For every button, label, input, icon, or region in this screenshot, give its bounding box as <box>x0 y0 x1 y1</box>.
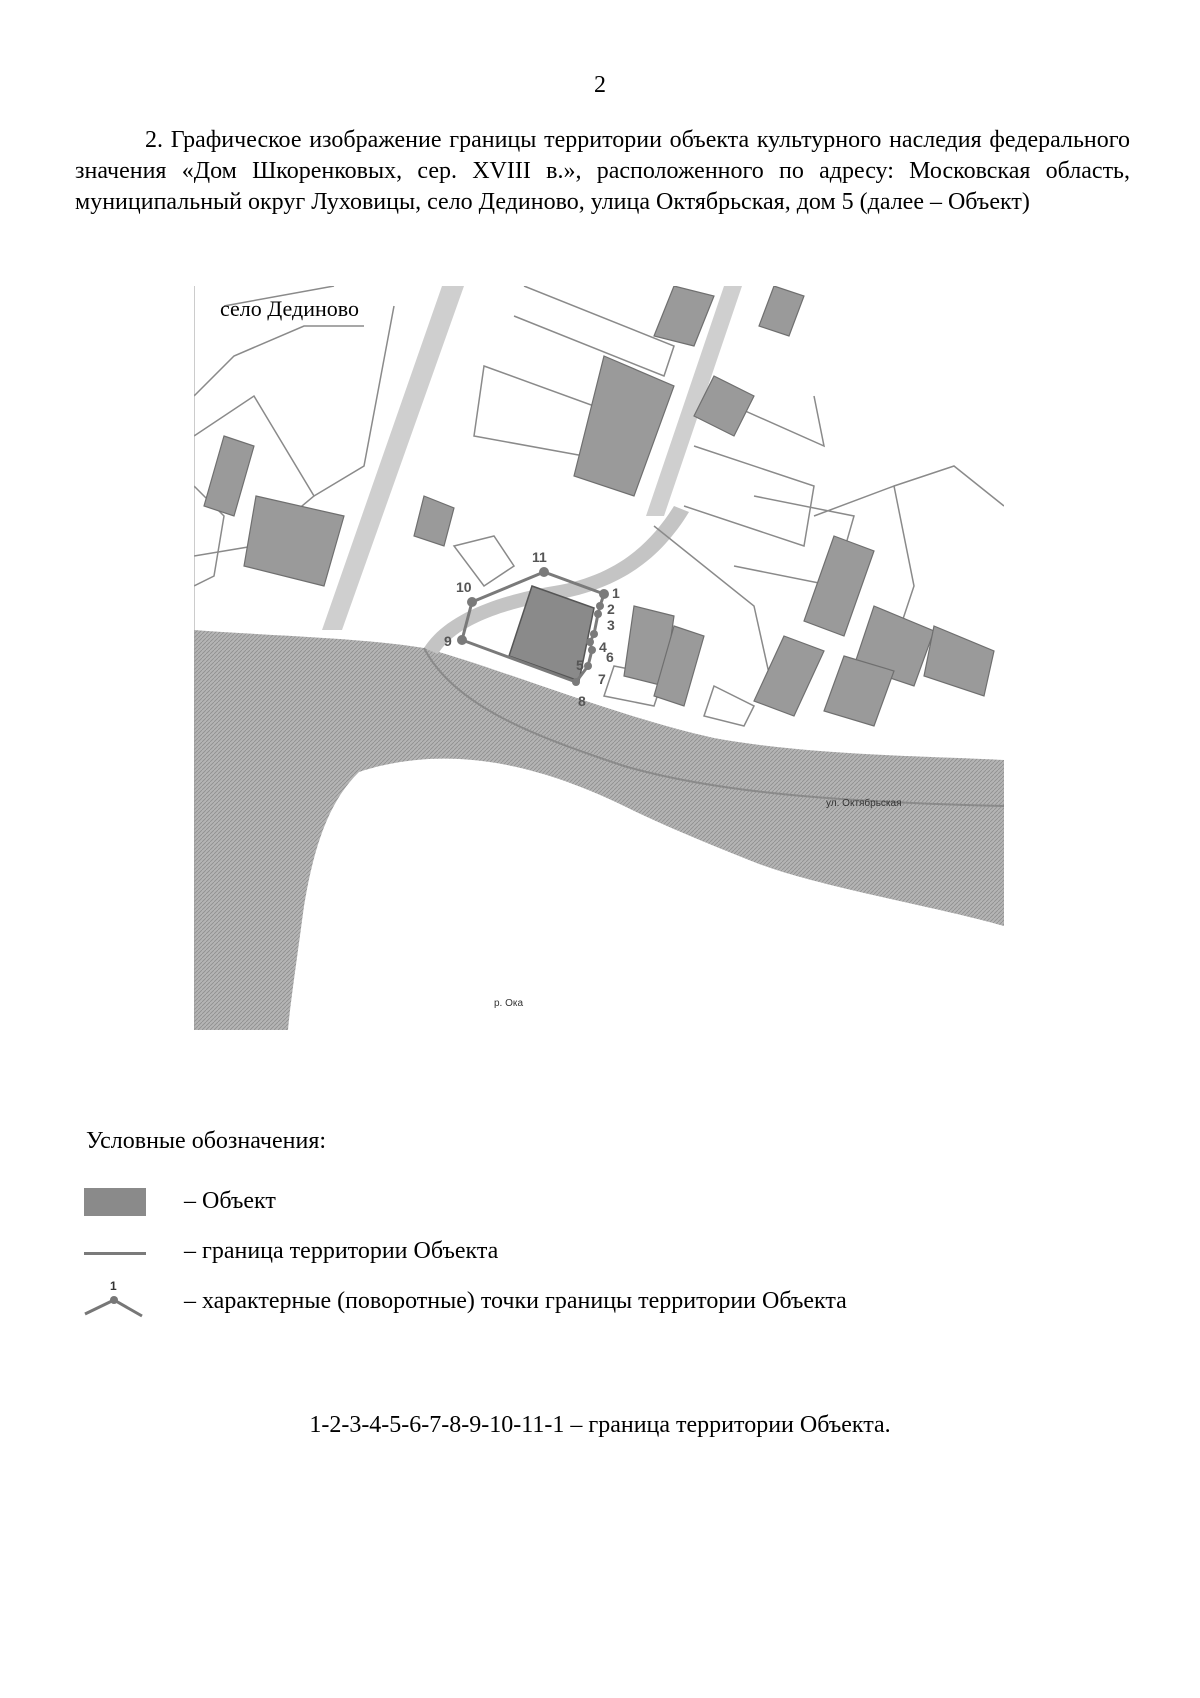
turning-point-10 <box>467 597 477 607</box>
turning-point-11 <box>539 567 549 577</box>
turning-point-symbol-label: 1 <box>110 1279 117 1293</box>
legend-item-object <box>80 1182 1140 1222</box>
street-label: ул. Октябрьская <box>826 798 902 809</box>
turning-point-7 <box>584 662 592 670</box>
territory-map <box>194 286 1004 1030</box>
legend-item-turning-point <box>80 1279 1140 1322</box>
boundary-summary: 1-2-3-4-5-6-7-8-9-10-11-1 – граница территории Объекта. <box>309 1412 891 1438</box>
turning-point-1 <box>599 589 609 599</box>
object-swatch-icon <box>80 1182 150 1222</box>
turning-point-9 <box>457 635 467 645</box>
legend-item-text: – Объект <box>184 1188 276 1214</box>
page-number: 2 <box>594 72 606 98</box>
turning-point-icon <box>80 1279 150 1322</box>
turning-point-2 <box>596 602 604 610</box>
legend-item-boundary <box>80 1232 1140 1272</box>
turning-point-8 <box>572 678 580 686</box>
legend-item-text: – граница территории Объекта <box>184 1238 499 1264</box>
point-label-5: 5 <box>576 657 584 673</box>
legend-title: Условные обозначения: <box>86 1128 327 1154</box>
point-label-4: 4 <box>599 639 607 655</box>
document-heading: 2. Графическое изображение границы территории объекта культурного наследия федерального значения «Дом Шкоренковых, сер. XVIII в.», расположенного по адресу: Московская область, муниципальный округ Луховицы, село Дединово, улица Октябрьская, дом 5 (далее – Объект) <box>75 127 1130 215</box>
point-label-7: 7 <box>598 671 606 687</box>
point-label-1: 1 <box>612 585 620 601</box>
point-label-11: 11 <box>532 549 547 565</box>
point-label-3: 3 <box>607 617 615 633</box>
point-label-6: 6 <box>606 649 614 665</box>
point-label-10: 10 <box>456 579 472 595</box>
turning-point-4 <box>590 630 598 638</box>
turning-point-6 <box>588 646 596 654</box>
village-label: село Дединово <box>220 296 360 321</box>
legend-item-text: – характерные (поворотные) точки границы территории Объекта <box>184 1288 847 1314</box>
point-label-8: 8 <box>578 693 586 709</box>
turning-point-5 <box>586 638 594 646</box>
point-label-9: 9 <box>444 633 452 649</box>
river-label: р. Ока <box>494 998 524 1009</box>
turning-point-3 <box>594 610 602 618</box>
point-label-2: 2 <box>607 601 615 617</box>
map-canvas <box>194 286 1004 1030</box>
boundary-line-icon <box>80 1232 150 1272</box>
